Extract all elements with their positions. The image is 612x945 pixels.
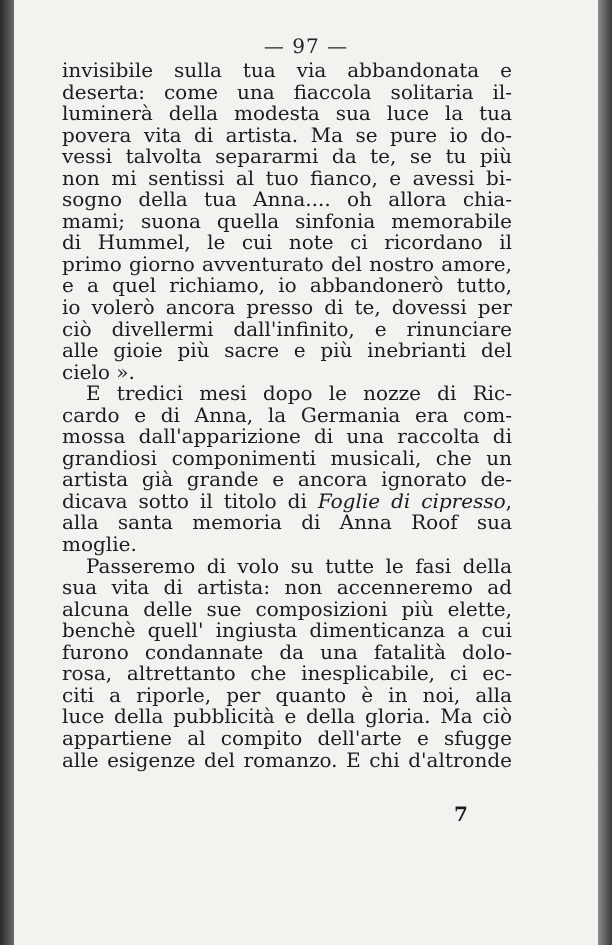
paragraph-start-line: E tredici mesi dopo le nozze di Ric- bbox=[86, 381, 512, 406]
text-fragment: dicava sotto il titolo di bbox=[62, 488, 318, 513]
text-line: ciò divellermi dall'infinito, e rinunciare bbox=[62, 316, 512, 341]
text-line: povera vita di artista. Ma se pure io do- bbox=[62, 122, 512, 147]
text-line: sogno della tua Anna.... oh allora chia- bbox=[62, 187, 512, 212]
text-line: e a quel richiamo, io abbandonerò tutto, bbox=[62, 273, 512, 298]
text-line: non mi sentissi al tuo fianco, e avessi bi- bbox=[62, 165, 512, 190]
text-line: cardo e di Anna, la Germania era com- bbox=[62, 402, 512, 427]
book-edge-shadow bbox=[598, 0, 612, 945]
book-page bbox=[14, 0, 598, 945]
text-line: io volerò ancora presso di te, dovessi per bbox=[62, 295, 512, 320]
text-line: benchè quell' ingiusta dimenticanza a cui bbox=[62, 618, 512, 643]
italic-work-title: Foglie di cipresso bbox=[317, 488, 506, 513]
text-line: primo giorno avventurato del nostro amore, bbox=[62, 251, 512, 276]
page-number: — 97 — bbox=[263, 34, 349, 58]
paragraph-start-line: Passeremo di volo su tutte le fasi della bbox=[86, 553, 512, 578]
text-line: mossa dall'apparizione di una raccolta di bbox=[62, 424, 512, 449]
text-line: cielo ». bbox=[62, 359, 135, 384]
text-line: alle esigenze del romanzo. E chi d'altronde bbox=[62, 747, 512, 772]
text-line: sua vita di artista: non accenneremo ad bbox=[62, 575, 512, 600]
text-line: alcuna delle sue composizioni più elette, bbox=[62, 596, 512, 621]
text-line: alle gioie più sacre e più inebrianti del bbox=[62, 338, 512, 363]
text-line: rosa, altrettanto che inesplicabile, ci ec- bbox=[62, 661, 512, 686]
text-fragment: , bbox=[505, 488, 512, 513]
text-line: luminerà della modesta sua luce la tua bbox=[62, 101, 512, 126]
text-line: moglie. bbox=[62, 532, 137, 557]
text-line: grandiosi componimenti musicali, che un bbox=[62, 445, 512, 470]
signature-mark: 7 bbox=[454, 802, 468, 826]
text-line: luce della pubblicità e della gloria. Ma ciò bbox=[62, 704, 512, 729]
text-line: appartiene al compito dell'arte e sfugge bbox=[62, 725, 512, 750]
text-line-with-title bbox=[62, 488, 512, 513]
book-gutter-shadow bbox=[0, 0, 14, 945]
text-line: mami; suona quella sinfonia memorabile bbox=[62, 208, 512, 233]
text-line: artista già grande e ancora ignorato de- bbox=[62, 467, 512, 492]
text-line: invisibile sulla tua via abbandonata e bbox=[62, 58, 512, 82]
text-line: furono condannate da una fatalità dolo- bbox=[62, 639, 512, 664]
text-line: deserta: come una fiaccola solitaria il- bbox=[62, 79, 512, 104]
text-line: di Hummel, le cui note ci ricordano il bbox=[62, 230, 512, 255]
text-line: citi a riporle, per quanto è in noi, alla bbox=[62, 682, 512, 707]
body-text bbox=[62, 60, 512, 771]
text-line: vessi talvolta separarmi da te, se tu più bbox=[62, 144, 512, 169]
text-line: alla santa memoria di Anna Roof sua bbox=[62, 510, 512, 535]
